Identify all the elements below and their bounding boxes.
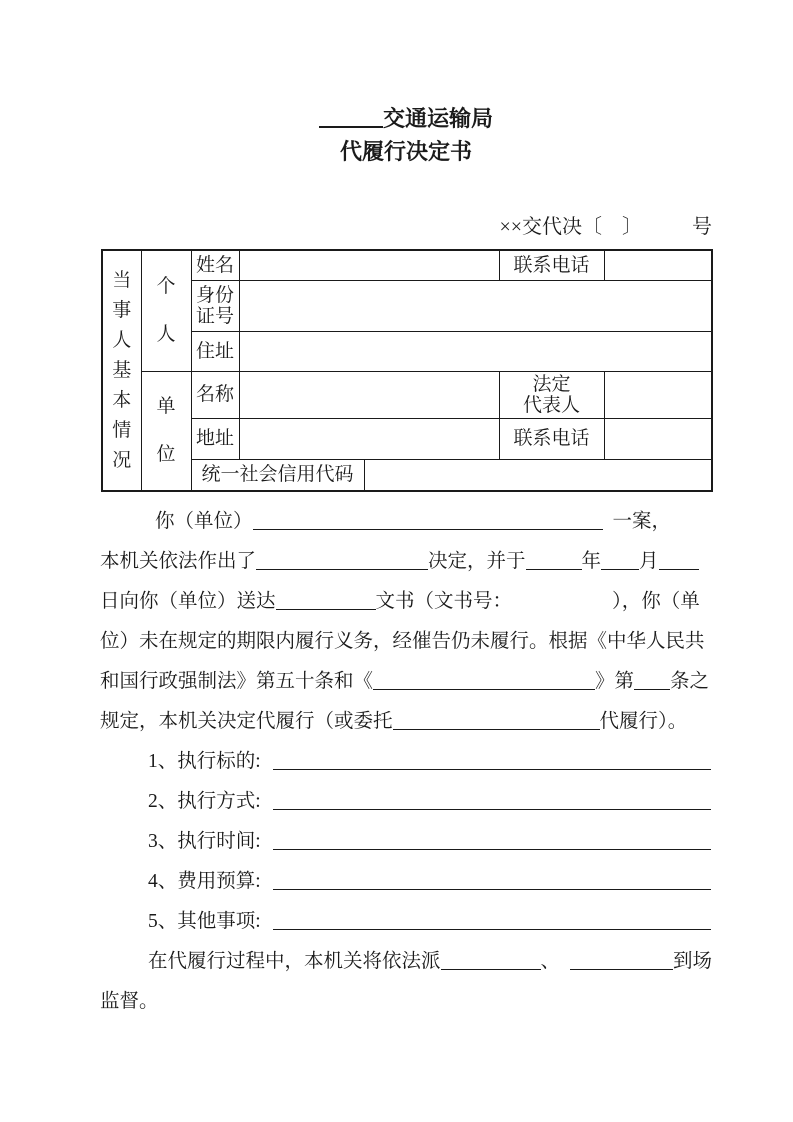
body-line-6 <box>100 702 712 742</box>
entrusted-party-blank <box>393 729 600 730</box>
body-line-7 <box>100 942 712 982</box>
id-number-label <box>191 280 239 331</box>
name-value-cell <box>239 250 499 280</box>
item-line-1 <box>100 742 712 782</box>
unit-phone-value-cell <box>604 418 712 459</box>
section-label-cell <box>102 250 141 491</box>
person-phone-value-cell <box>604 250 712 280</box>
unit-name-value-cell <box>239 371 499 418</box>
case-name-blank <box>253 529 603 530</box>
body-line-5-tail: 条之 <box>670 671 710 692</box>
supervisor-blank-1 <box>441 969 541 970</box>
page-title-org-line <box>100 106 712 132</box>
org-name-blank <box>319 126 383 128</box>
legal-rep-label-line2: 代表人 <box>522 394 580 416</box>
execution-method-blank <box>273 809 711 810</box>
year-blank <box>526 569 582 570</box>
body-line-2 <box>100 542 712 582</box>
body-line-6-tail: 代履行）。 <box>599 711 688 732</box>
legal-rep-label-line1: 法定 <box>532 373 571 395</box>
unit-group-label: 单位 <box>156 395 176 465</box>
decision-type-blank <box>256 569 428 570</box>
body-line-3 <box>100 582 712 622</box>
item-line-5 <box>100 902 712 942</box>
body-line-3-text: 日向你（单位）送达 <box>100 591 276 612</box>
day-blank <box>659 569 699 570</box>
execution-time-blank <box>273 849 711 850</box>
body-line-5-text: 和国行政强制法》第五十条和《 <box>100 671 374 692</box>
legal-rep-label <box>499 371 604 418</box>
page-title-doc: 代履行决定书 <box>339 139 472 164</box>
body-line-1-tail: 一案， <box>612 511 672 532</box>
unit-phone-label: 联系电话 <box>499 418 604 459</box>
section-label-vertical: 当事人基本情况 <box>112 269 132 471</box>
person-address-label: 住址 <box>191 331 239 371</box>
other-matters-blank <box>273 929 711 930</box>
name-label: 姓名 <box>191 250 239 280</box>
execution-target-blank <box>273 769 711 770</box>
body-line-7-comma: 、 <box>540 951 561 972</box>
body-line-7-text: 在代履行过程中，本机关将依法派 <box>148 951 441 972</box>
year-label: 年 <box>581 551 602 572</box>
law-name-blank <box>373 689 595 690</box>
item-5-label: 5、其他事项: <box>148 911 261 932</box>
unit-name-label: 名称 <box>191 371 239 418</box>
credit-code-label: 统一社会信用代码 <box>191 459 364 491</box>
unit-address-label: 地址 <box>191 418 239 459</box>
body-line-8 <box>100 982 712 1022</box>
delivered-doc-blank <box>276 609 376 610</box>
supervisor-blank-2 <box>570 969 673 970</box>
month-blank <box>601 569 639 570</box>
body-line-2-mid: 决定，并于 <box>428 551 526 572</box>
body-line-8-text: 监督。 <box>100 991 159 1012</box>
party-info-table <box>101 249 713 492</box>
item-1-label: 1、执行标的: <box>148 751 261 772</box>
article-number-blank <box>634 689 670 690</box>
id-number-label-line2: 证号 <box>195 305 234 327</box>
body-line-3-mid: 文书（文书号： <box>375 591 513 612</box>
person-address-value-cell <box>239 331 712 371</box>
person-group-cell <box>141 250 191 371</box>
body-line-7-tail: 到场 <box>673 951 713 972</box>
body-line-1 <box>100 502 712 542</box>
page-title-org: 交通运输局 <box>382 106 493 131</box>
item-4-label: 4、费用预算: <box>148 871 261 892</box>
item-line-2 <box>100 782 712 822</box>
body-line-4-text: 位）未在规定的期限内履行义务，经催告仍未履行。根据《中华人民共 <box>100 631 705 652</box>
id-number-label-line1: 身份 <box>195 284 234 306</box>
cost-budget-blank <box>273 889 711 890</box>
body-line-5 <box>100 662 712 702</box>
unit-address-value-cell <box>239 418 499 459</box>
body-line-5-mid: 》第 <box>595 671 635 692</box>
item-line-4 <box>100 862 712 902</box>
body-line-1-text: 你（单位） <box>155 511 253 532</box>
body-line-4 <box>100 622 712 662</box>
person-phone-label: 联系电话 <box>499 250 604 280</box>
item-3-label: 3、执行时间: <box>148 831 261 852</box>
body-line-6-text: 规定，本机关决定代履行（或委托 <box>100 711 393 732</box>
body-line-3-tail: ），你（单 <box>612 591 700 612</box>
doc-number: ××交代决〔 〕 号 <box>499 216 712 238</box>
id-number-value-cell <box>239 280 712 331</box>
unit-group-cell <box>141 371 191 491</box>
body-line-2-text: 本机关依法作出了 <box>100 551 257 572</box>
page-title-doc-line <box>100 139 712 165</box>
credit-code-value-cell <box>364 459 712 491</box>
legal-rep-value-cell <box>604 371 712 418</box>
person-group-label: 个人 <box>156 275 176 345</box>
item-2-label: 2、执行方式: <box>148 791 261 812</box>
item-line-3 <box>100 822 712 862</box>
month-label: 月 <box>639 551 659 572</box>
